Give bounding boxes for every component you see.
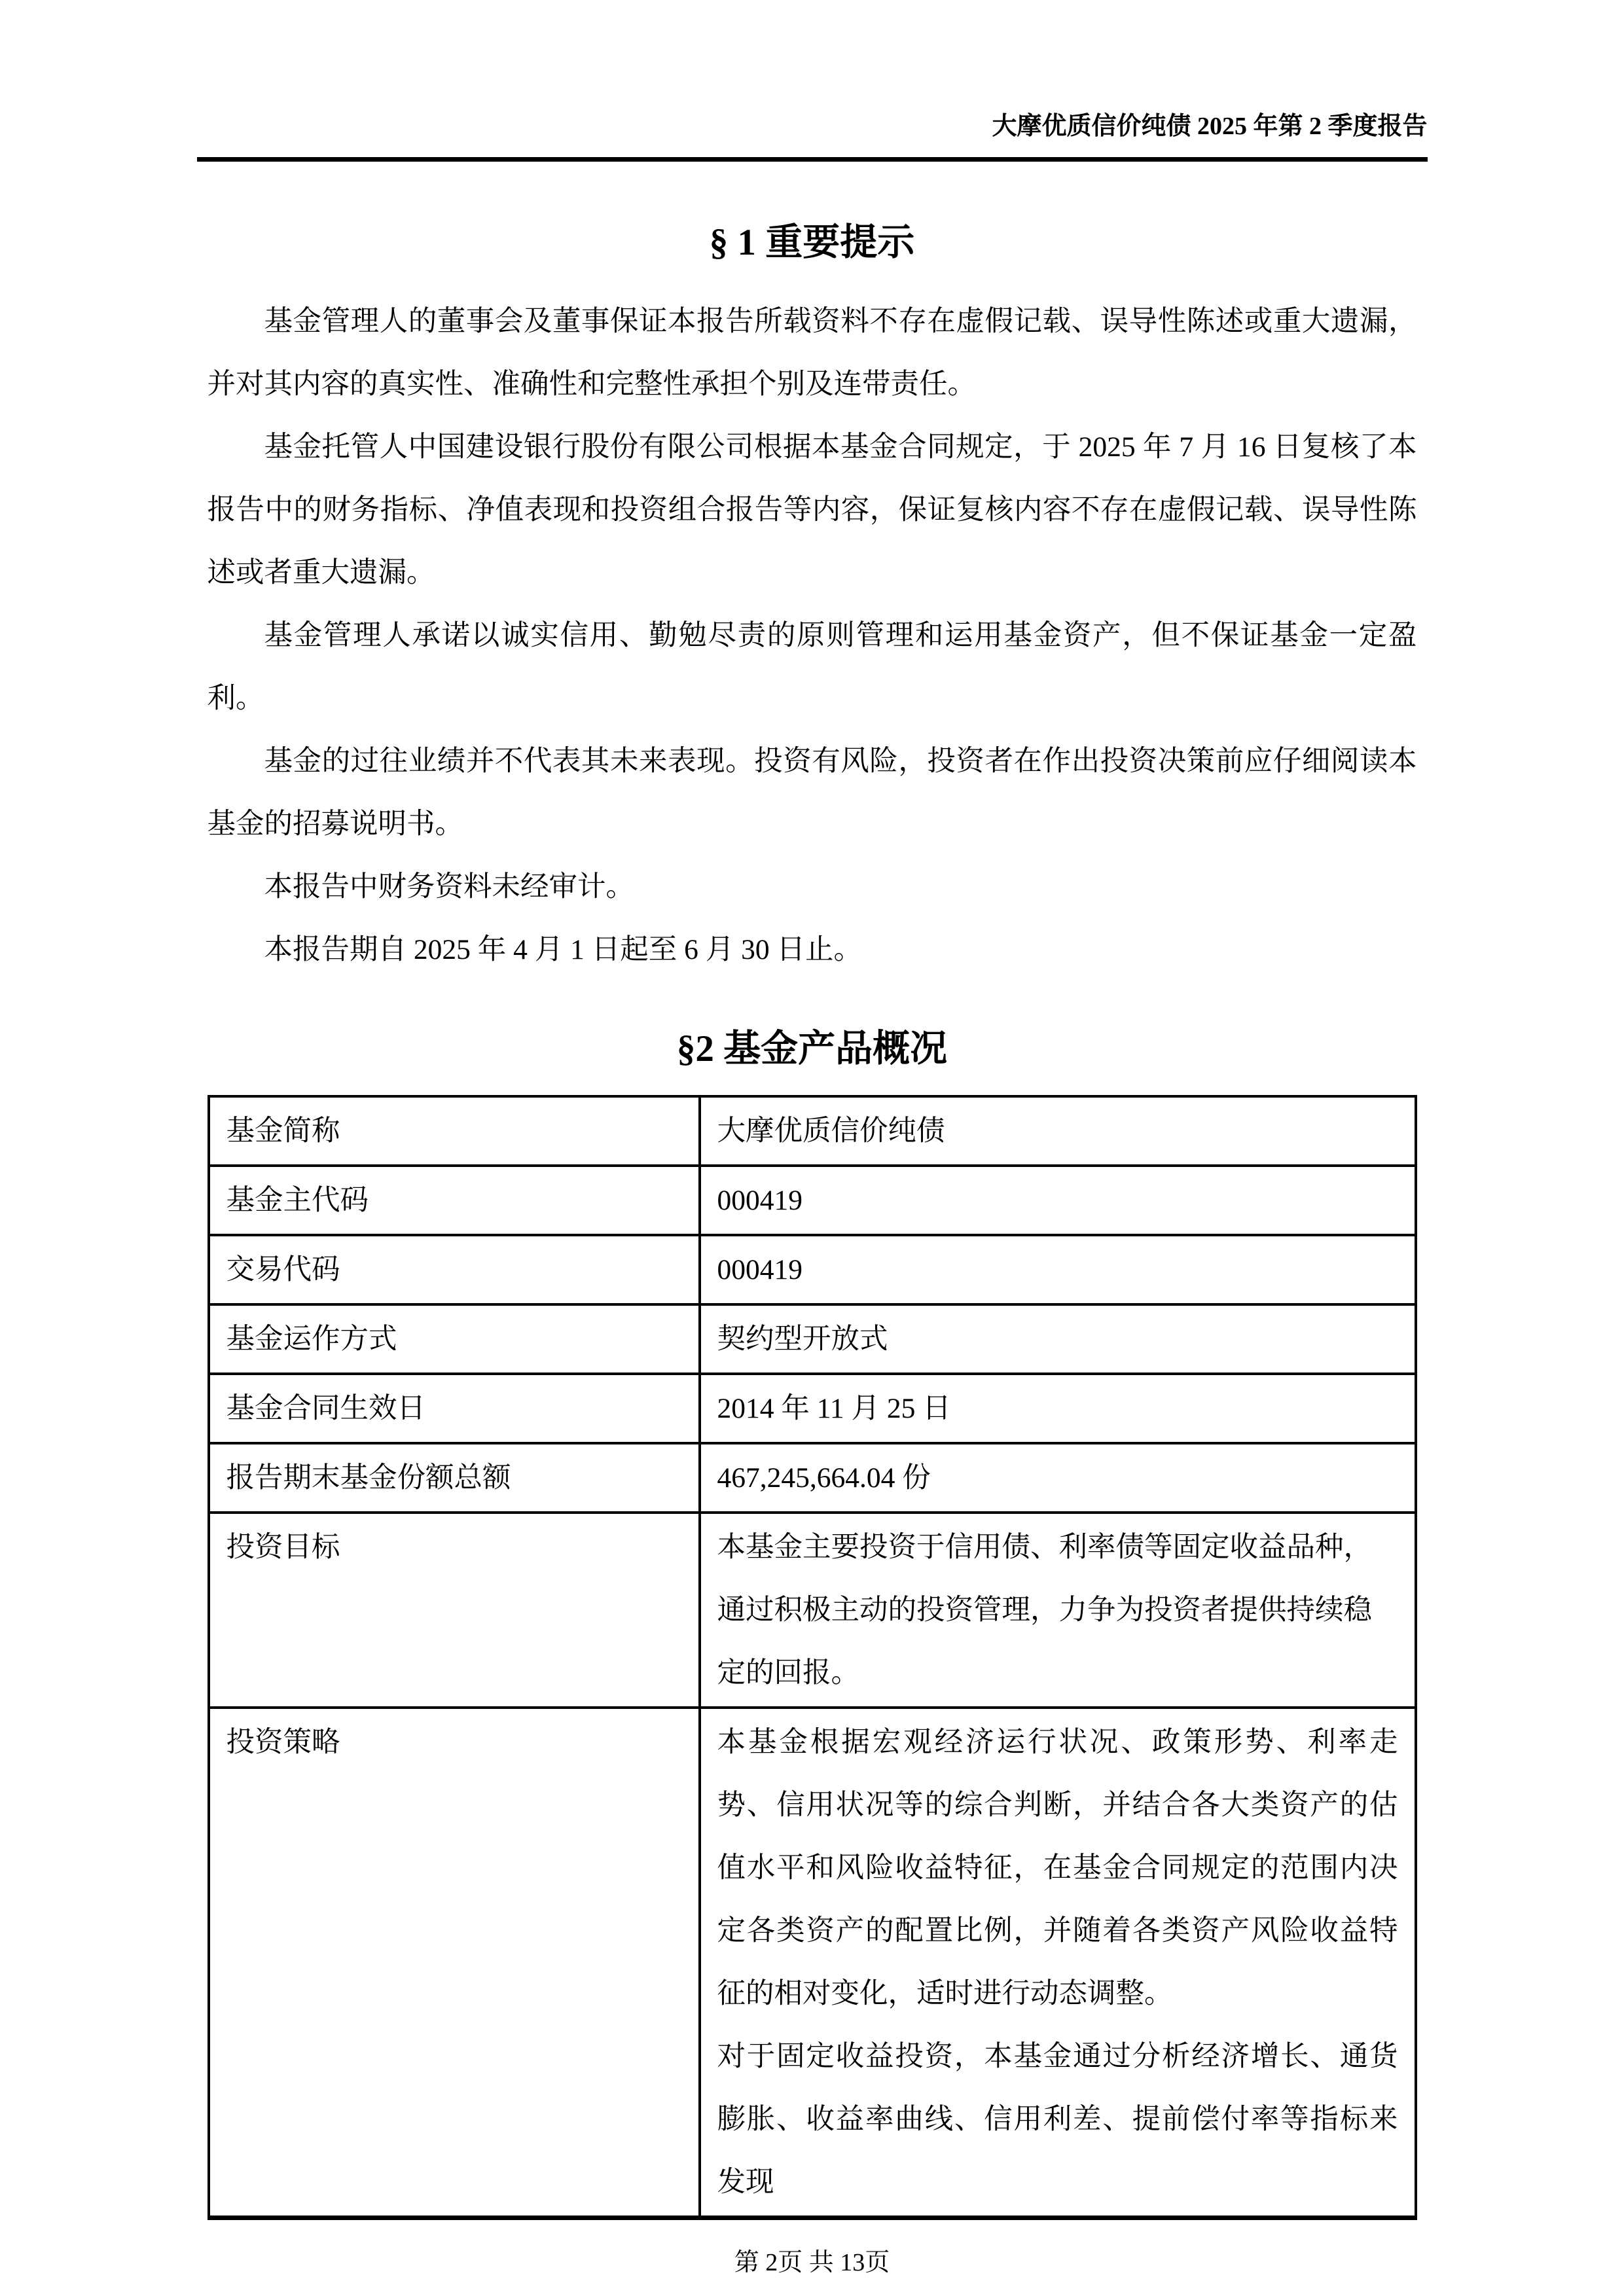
table-row [209, 1374, 1416, 1443]
strategy-paragraph: 本基金根据宏观经济运行状况、政策形势、利率走势、信用状况等的综合判断，并结合各大类资产的估值水平和风险收益特征，在基金合同规定的范围内决定各类资产的配置比例，并随着各类资产风险收益特征的相对变化，适时进行动态调整。 [717, 1727, 1398, 2009]
row-value: 2014 年 11 月 25 日 [700, 1374, 1416, 1443]
row-label: 基金简称 [209, 1096, 700, 1166]
row-label: 交易代码 [209, 1235, 700, 1304]
section1-title: § 1 重要提示 [709, 222, 915, 263]
paragraph: 基金管理人承诺以诚实信用、勤勉尽责的原则管理和运用基金资产，但不保证基金一定盈利。 [207, 620, 1417, 714]
table-row [209, 1708, 1416, 2218]
row-value: 大摩优质信价纯债 [700, 1096, 1416, 1166]
row-value: 000419 [700, 1235, 1416, 1304]
paragraph: 基金的过往业绩并不代表其未来表现。投资有风险，投资者在作出投资决策前应仔细阅读本基金的招募说明书。 [207, 745, 1417, 840]
row-value: 000419 [700, 1166, 1416, 1235]
page-footer [208, 2248, 1417, 2278]
section1-paragraphs [208, 264, 1417, 981]
table-row [209, 1513, 1416, 1708]
paragraph: 本报告期自 2025 年 4 月 1 日起至 6 月 30 日止。 [264, 934, 862, 965]
row-label: 基金合同生效日 [209, 1374, 700, 1443]
strategy-paragraph: 对于固定收益投资，本基金通过分析经济增长、通货膨胀、收益率曲线、信用利差、提前偿付率等指标来发现 [717, 2041, 1398, 2198]
row-label: 投资目标 [209, 1513, 700, 1708]
table-row [209, 1096, 1416, 1166]
row-label: 基金主代码 [209, 1166, 700, 1235]
page-number: 第 2页 共 13页 [734, 2249, 890, 2276]
row-label: 基金运作方式 [209, 1304, 700, 1374]
header-title: 大摩优质信价纯债 2025 年第 2 季度报告 [992, 113, 1428, 140]
paragraph: 基金管理人的董事会及董事保证本报告所载资料不存在虚假记载、误导性陈述或重大遗漏，并对其内容的真实性、准确性和完整性承担个别及连带责任。 [207, 306, 1417, 400]
table-row [209, 1235, 1416, 1304]
table-row [209, 1443, 1416, 1513]
section2-title: §2 基金产品概况 [676, 1028, 948, 1069]
page-header [197, 0, 1428, 162]
table-row [209, 1166, 1416, 1235]
row-label: 报告期末基金份额总额 [209, 1443, 700, 1513]
header-rule [197, 157, 1428, 162]
page-content [208, 162, 1417, 2278]
row-value [700, 1708, 1416, 2218]
paragraph: 本报告中财务资料未经审计。 [264, 871, 634, 903]
fund-overview-table [208, 1095, 1417, 2220]
row-value: 契约型开放式 [700, 1304, 1416, 1374]
row-value: 本基金主要投资于信用债、利率债等固定收益品种，通过积极主动的投资管理，力争为投资者提供持续稳定的回报。 [700, 1513, 1416, 1708]
row-value: 467,245,664.04 份 [700, 1443, 1416, 1513]
paragraph: 基金托管人中国建设银行股份有限公司根据本基金合同规定，于 2025 年 7 月 16 日复核了本报告中的财务指标、净值表现和投资组合报告等内容，保证复核内容不存在虚假记载、误导性陈述或者重大遗漏。 [207, 431, 1417, 588]
row-label: 投资策略 [209, 1708, 700, 2218]
table-row [209, 1304, 1416, 1374]
